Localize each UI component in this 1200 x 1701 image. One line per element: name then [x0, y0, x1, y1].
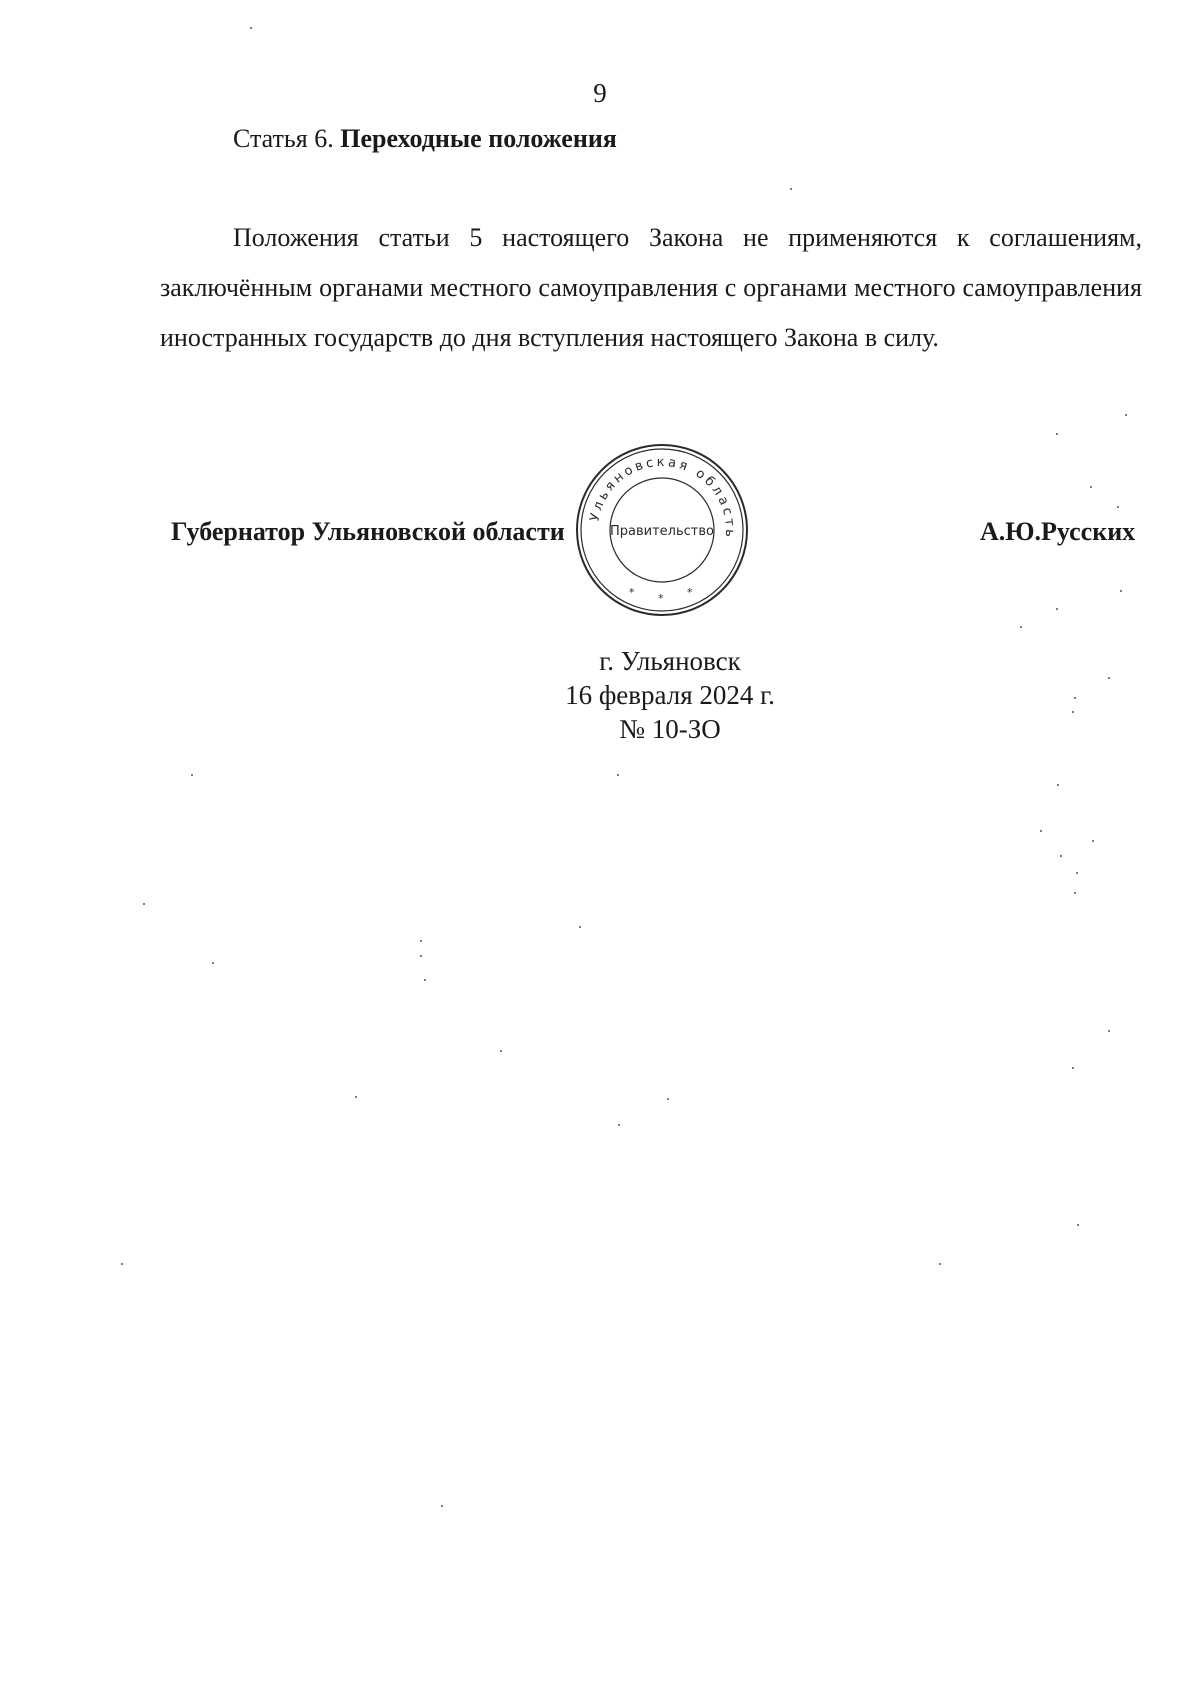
seal-ring-text: Ульяновская область — [587, 454, 738, 541]
svg-text:*: * — [687, 586, 693, 599]
signatory-name: А.Ю.Русских — [980, 517, 1136, 546]
article-body — [160, 213, 1142, 363]
signatory-position: Губернатор Ульяновской области — [171, 517, 565, 546]
issue-number: № 10-ЗО — [619, 714, 721, 744]
issue-date: 16 февраля 2024 г. — [565, 680, 775, 710]
official-seal — [574, 442, 750, 618]
issue-place: г. Ульяновск — [599, 646, 741, 676]
page-number: 9 — [593, 78, 607, 108]
svg-text:*: * — [629, 586, 635, 599]
article-label: Статья 6. — [233, 124, 334, 153]
seal-center-text: Правительство — [610, 524, 714, 539]
article-heading — [233, 124, 617, 154]
article-title: Переходные положения — [340, 124, 617, 153]
article-paragraph: Положения статьи 5 настоящего Закона не применяются к соглашениям, заключённым органами местного самоуправления с органами местного самоуправления иностранных государств до дня вступления настоящего Закона в силу. — [160, 223, 1142, 352]
svg-text:*: * — [658, 592, 664, 605]
issue-block — [480, 644, 860, 746]
